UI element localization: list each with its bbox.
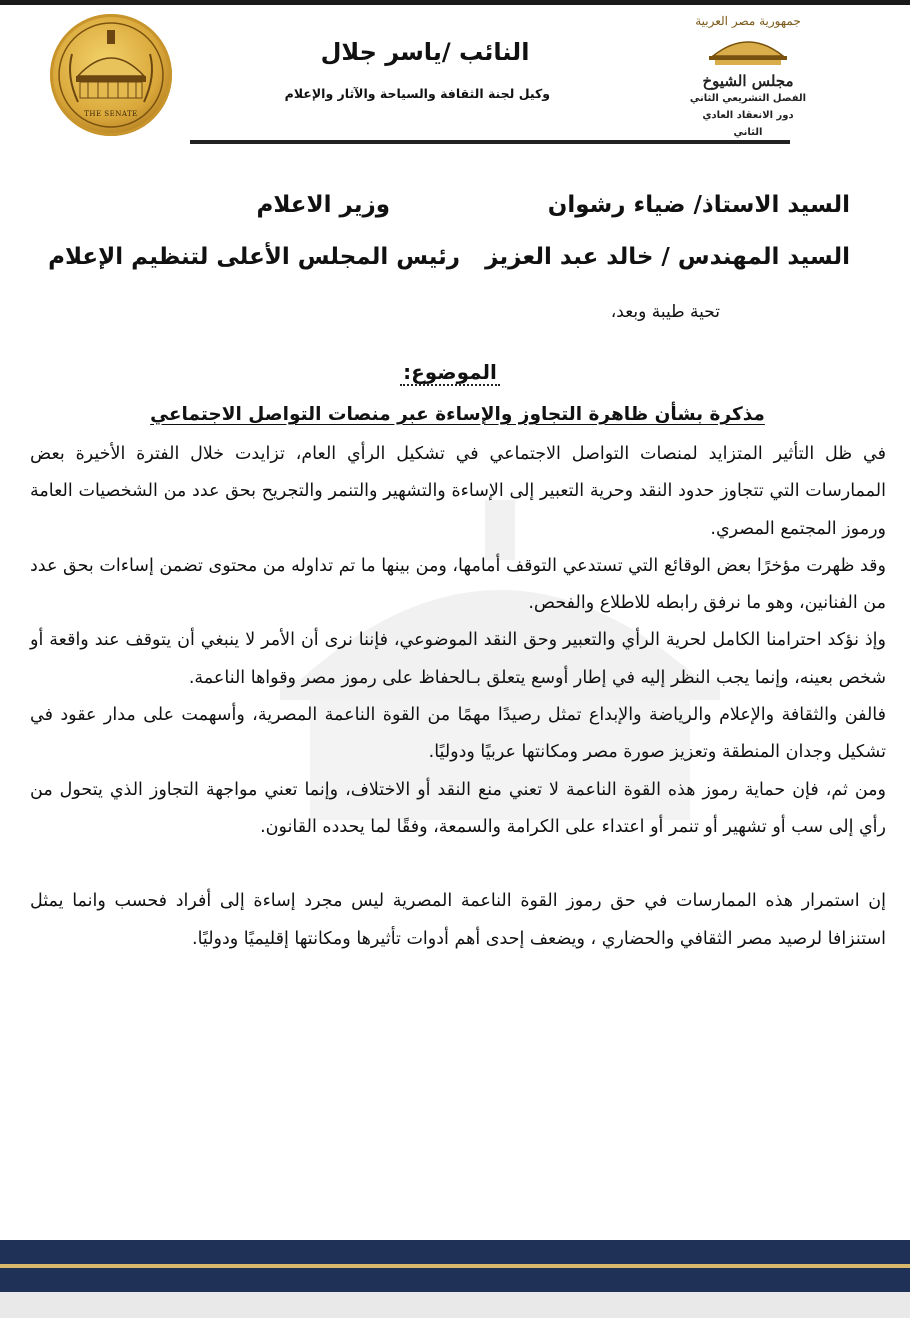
mp-name: النائب /ياسر جلال: [320, 38, 530, 66]
memo-body: [30, 436, 886, 958]
body-paragraph: ومن ثم، فإن حماية رموز هذه القوة الناعمة لا تعني منع النقد أو الاختلاف، وإنما تعني مواجهة التجاوز الذي يتحول من رأي إلى سب أو تشهير أو تنمر أو اعتداء على الكرامة والسمعة، وفقًا لما يحدده القانون.: [30, 779, 886, 837]
footer-margin: [0, 1292, 910, 1318]
body-paragraph: وقد ظهرت مؤخرًا بعض الوقائع التي تستدعي التوقف أمامها، ومن بينها ما تم تداوله من محتوى تضمن إساءات بحق عدد من الفنانين، وهو ما نرفق رابطه للاطلاع والفحص.: [30, 555, 886, 614]
senate-emblem: [688, 14, 808, 142]
recipient-1-title: وزير الاعلام: [256, 192, 390, 218]
body-paragraph: في ظل التأثير المتزايد لمنصات التواصل الاجتماعي في تشكيل الرأي العام، تزايدت خلال الفترة الأخيرة بعض الممارسات التي تتجاوز حدود النقد وحرية التعبير إلى الإساءة والتشهير والتنمر والتجريح بحق عدد من الشخصيات العامة ورموز المجتمع المصري.: [30, 444, 886, 539]
mp-role: وكيل لجنة الثقافة والسياحة والآثار والإعلام: [284, 86, 550, 101]
header-divider: [190, 140, 790, 144]
dome-icon: [703, 28, 793, 66]
emblem-senate-name: مجلس الشيوخ: [702, 72, 794, 90]
recipient-2-title: رئيس المجلس الأعلى لتنظيم الإعلام: [48, 244, 460, 270]
body-paragraph: إن استمرار هذه الممارسات في حق رموز القوة الناعمة المصرية ليس مجرد إساءة إلى أفراد فحسب وانما يمثل استنزافا لرصيد مصر الثقافي والحضاري ، ويضعف إحدى أهم أدوات تأثيرها ومكانتها إقليميًا ودوليًا.: [30, 891, 886, 949]
emblem-legislative-term: الفصل التشريعي الثاني: [689, 93, 807, 104]
senate-seal-logo: [50, 14, 172, 136]
emblem-session: دور الانعقاد العادي الثاني: [702, 110, 794, 138]
seal-caption: THE SENATE: [84, 110, 138, 118]
body-paragraph: وإذ نؤكد احترامنا الكامل لحرية الرأي والتعبير وحق النقد الموضوعي، فإننا نرى أن الأمر لا ينبغي أن يتوقف عند واقعة أو شخص بعينه، وإنما يجب النظر إليه في إطار أوسع يتعلق بـالحفاظ على رموز مصر وقواها الناعمة.: [30, 630, 886, 688]
subject-title: مذكرة بشأن ظاهرة التجاوز والإساءة عبر منصات التواصل الاجتماعي: [150, 404, 765, 425]
body-paragraph: فالفن والثقافة والإعلام والرياضة والإبداع تمثل رصيدًا مهمًا من القوة الناعمة المصرية، وأسهمت على مدار عقود في تشكيل وجدان المنطقة وتعزيز صورة مصر ومكانتها عربيًا ودوليًا.: [30, 705, 886, 763]
footer-accent-line: [0, 1264, 910, 1268]
top-border: [0, 0, 910, 5]
recipient-1-salutation: السيد الاستاذ/ ضياء رشوان: [547, 192, 850, 218]
emblem-republic-text: جمهورية مصر العربية: [695, 14, 801, 28]
greeting: تحية طيبة وبعد،: [610, 302, 720, 322]
recipient-2-salutation: السيد المهندس / خالد عبد العزيز: [485, 244, 850, 270]
subject-label: الموضوع:: [400, 360, 500, 386]
